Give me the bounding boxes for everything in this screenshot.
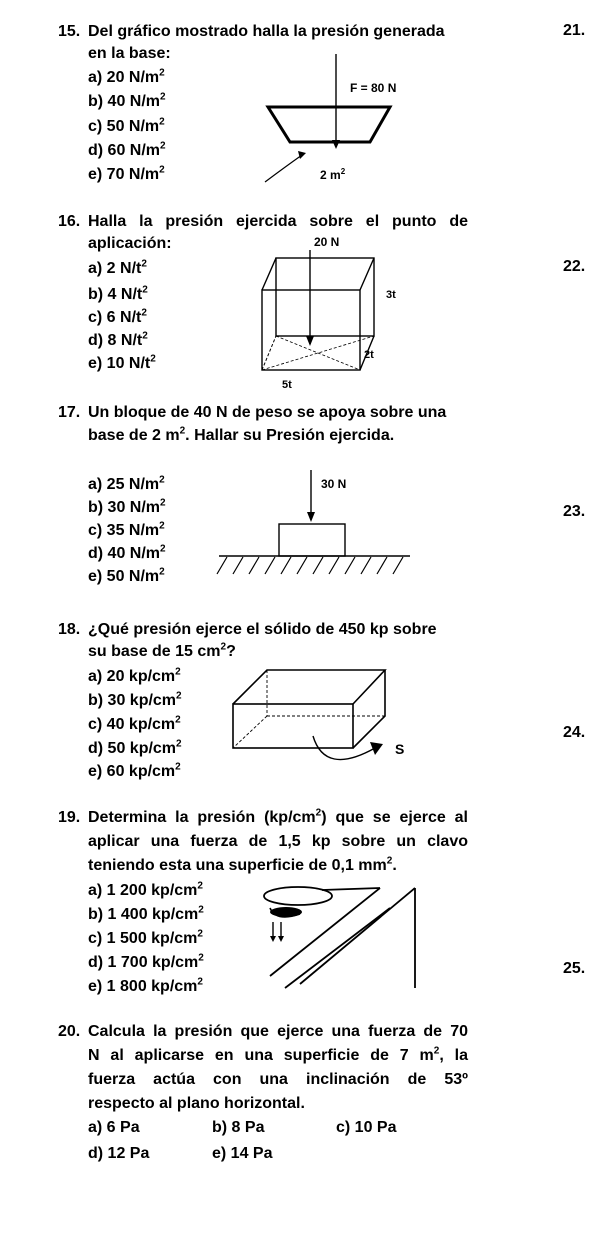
question-number-24: 24. — [563, 724, 586, 741]
answer-option: a) 20 $kp/cm^2$ — [88, 666, 181, 685]
box-prism-figure — [240, 232, 410, 392]
answer-option: d) 8 $N/t^2$ — [88, 330, 148, 349]
question-number: 15. — [58, 23, 81, 40]
answer-option: c) 50 $N/m^2$ — [88, 116, 165, 135]
width-label: 5t — [282, 379, 292, 391]
answer-option: b) 30 $kp/cm^2$ — [88, 690, 182, 709]
question-text: fuerza actúa con una inclinación de 53º — [88, 1071, 468, 1088]
answer-option: d) 50 $kp/cm^2$ — [88, 738, 182, 757]
answer-option: e) 14 Pa — [212, 1145, 273, 1162]
question-text: en la base: — [88, 45, 171, 62]
question-number-22: 22. — [563, 258, 586, 275]
depth-label: 2t — [364, 349, 374, 361]
answer-option: e) 10 $N/t^2$ — [88, 353, 156, 372]
answer-option: e) 70 $N/m^2$ — [88, 164, 165, 183]
area-label: 2 $m^2$ — [320, 167, 346, 182]
question-text: N al aplicarse en una superficie de 7 $m^2$, la — [88, 1045, 469, 1064]
answer-option: d) 1 700 $kp/cm^2$ — [88, 952, 204, 971]
height-label: 3t — [386, 289, 396, 301]
force-label: 20 N — [314, 235, 340, 249]
answer-option: c) 1 500 $kp/cm^2$ — [88, 928, 203, 947]
question-text: respecto al plano horizontal. — [88, 1095, 305, 1112]
answer-option: c) 35 $N/m^2$ — [88, 520, 165, 539]
answer-option: e) 60 $kp/cm^2$ — [88, 761, 181, 780]
question-text: Un bloque de 40 N de peso se apoya sobre una — [88, 404, 447, 421]
answer-option: a) 25 $N/m^2$ — [88, 474, 165, 493]
nail-and-wall-figure — [240, 878, 420, 993]
question-number-21: 21. — [563, 22, 586, 39]
question-text: Calcula la presión que ejerce una fuerza de 70 — [88, 1023, 468, 1040]
question-text: su base de 15 $cm^2$? — [88, 641, 236, 660]
question-number: 19. — [58, 809, 81, 826]
block-on-ground-figure — [205, 470, 420, 580]
answer-option: d) 12 Pa — [88, 1145, 150, 1162]
question-text: aplicar una fuerza de 1,5 kp sobre un clavo — [88, 833, 468, 850]
answer-option: a) 2 $N/t^2$ — [88, 258, 147, 277]
answer-option: a) 20 $N/m^2$ — [88, 67, 165, 86]
answer-option: b) 4 $N/t^2$ — [88, 284, 148, 303]
answer-option: b) 30 $N/m^2$ — [88, 497, 166, 516]
question-text: Determina la presión $(kp/cm^2)$ que se ejerce al — [88, 807, 468, 826]
question-text: aplicación: — [88, 235, 172, 252]
answer-option: e) 50 $N/m^2$ — [88, 566, 165, 585]
answer-option: d) 60 $N/m^2$ — [88, 140, 166, 159]
question-text: ¿Qué presión ejerce el sólido de 450 kp sobre — [88, 621, 437, 638]
answer-option: a) 6 Pa — [88, 1119, 140, 1136]
answer-option: c) 10 Pa — [336, 1119, 397, 1136]
question-number: 20. — [58, 1023, 81, 1040]
trapezoid-container-figure — [240, 52, 440, 187]
answer-option: e) 1 800 $kp/cm^2$ — [88, 976, 203, 995]
force-label: F = 80 N — [350, 81, 397, 95]
question-number: 18. — [58, 621, 81, 638]
question-number: 17. — [58, 404, 81, 421]
answer-option: c) 40 $kp/cm^2$ — [88, 714, 181, 733]
question-text: Halla la presión ejercida sobre el punto de — [88, 213, 468, 230]
answer-option: b) 8 Pa — [212, 1119, 265, 1136]
force-label: 30 N — [321, 477, 347, 491]
solid-block-figure — [225, 664, 425, 779]
answer-option: c) 6 $N/t^2$ — [88, 307, 147, 326]
question-text: teniendo esta una superficie de 0,1 $mm^2$. — [88, 855, 397, 874]
answer-option: b) 40 $N/m^2$ — [88, 91, 166, 110]
question-number-25: 25. — [563, 960, 586, 977]
question-number-23: 23. — [563, 503, 586, 520]
question-number: 16. — [58, 213, 81, 230]
answer-option: a) 1 200 $kp/cm^2$ — [88, 880, 203, 899]
question-text: Del gráfico mostrado halla la presión generada — [88, 23, 445, 40]
area-label: S — [395, 741, 405, 757]
answer-option: d) 40 $N/m^2$ — [88, 543, 166, 562]
question-text: base de 2 $m^2$. Hallar su Presión ejercida. — [88, 425, 395, 444]
answer-option: b) 1 400 $kp/cm^2$ — [88, 904, 204, 923]
